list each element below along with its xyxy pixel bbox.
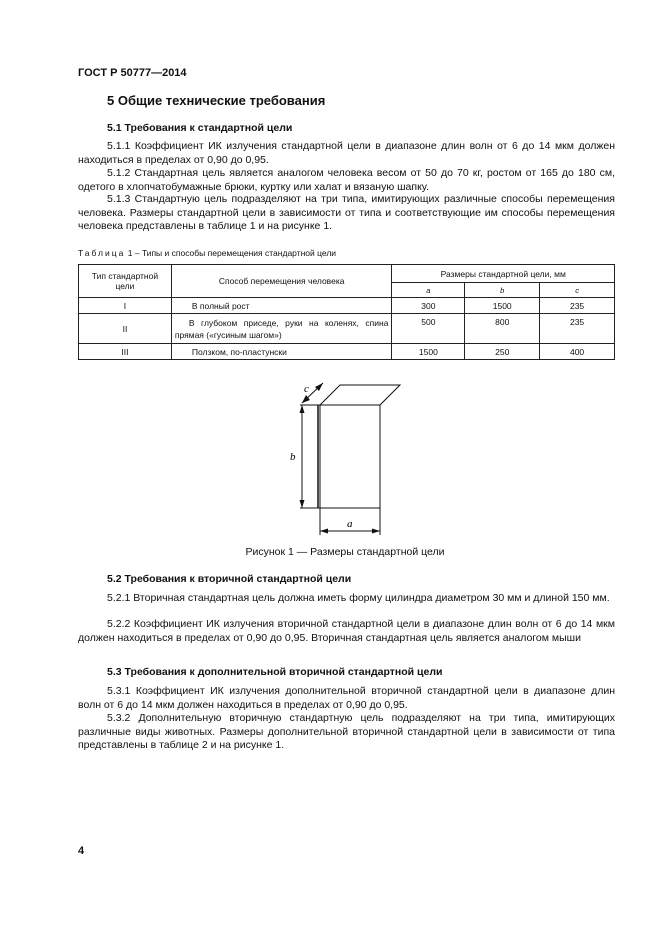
label-c: c <box>304 383 309 395</box>
cell-method: Ползком, по-пластунски <box>171 344 392 360</box>
cell-b: 800 <box>465 314 540 344</box>
cell-type: III <box>79 344 172 360</box>
paragraph-5-1-2: 5.1.2 Стандартная цель является аналогом человека весом от 50 до 70 кг, ростом от 165 до 180 см, одетого в хлопчатобумажные брюки, куртку или халат и вязаную шапку. <box>78 167 615 193</box>
paragraph-5-3-2: 5.3.2 Дополнительную вторичную стандартную цель подразделяют на три типа, имитирующих различные виды животных. Размеры дополнительной вторичной стандартной цели в зависимости от типа представлены в таблице 2 и на рисунке 1. <box>78 712 615 751</box>
target-front-face <box>320 405 380 508</box>
cell-c: 400 <box>540 344 615 360</box>
cell-type: II <box>79 314 172 344</box>
cell-method: В глубоком приседе, руки на коленях, спина прямая («гусиным шагом») <box>171 314 392 344</box>
cell-type: I <box>79 298 172 314</box>
cell-a: 300 <box>392 298 465 314</box>
arrow-a-left <box>320 529 328 534</box>
paragraph-5-2-1: 5.2.1 Вторичная стандартная цель должна иметь форму цилиндра диаметром 30 мм и длиной 150 мм. <box>107 592 610 604</box>
header-b: b <box>465 283 540 298</box>
target-top-face <box>320 385 400 405</box>
table-1 <box>78 264 615 360</box>
cell-a: 500 <box>392 314 465 344</box>
header-c: c <box>540 283 615 298</box>
table-row <box>79 314 615 344</box>
arrow-b-top <box>300 405 305 413</box>
header-type: Тип стандартной цели <box>79 265 172 298</box>
subsection-5-2-title: 5.2 Требования к вторичной стандартной цели <box>107 573 352 585</box>
cell-c: 235 <box>540 314 615 344</box>
paragraph-5-1-1: 5.1.1 Коэффициент ИК излучения стандартной цели в диапазоне длин волн от 6 до 14 мкм должен находиться в пределах от 0,90 до 0,95. <box>78 140 615 166</box>
cell-b: 250 <box>465 344 540 360</box>
page-number: 4 <box>78 845 85 857</box>
section-title: 5 Общие технические требования <box>107 93 326 108</box>
header-a: a <box>392 283 465 298</box>
table-row <box>79 298 615 314</box>
subsection-5-1-title: 5.1 Требования к стандартной цели <box>107 122 293 134</box>
subsection-5-3-title: 5.3 Требования к дополнительной вторичной стандартной цели <box>107 666 443 678</box>
table-row <box>79 344 615 360</box>
arrow-b-bottom <box>300 500 305 508</box>
cell-method: В полный рост <box>171 298 392 314</box>
document-code: ГОСТ Р 50777—2014 <box>78 67 187 79</box>
paragraph-5-2-2: 5.2.2 Коэффициент ИК излучения вторичной стандартной цели в диапазоне длин волн от 6 до 14 мкм должен находиться в пределах от 0,90 до 0,95. Вторичная стандартная цель является аналогом мыши <box>78 618 615 644</box>
cell-b: 1500 <box>465 298 540 314</box>
label-a: a <box>347 518 353 530</box>
cell-c: 235 <box>540 298 615 314</box>
paragraph-5-1-3: 5.1.3 Стандартную цель подразделяют на три типа, имитирующих различные способы перемещения человека. Размеры стандартной цели в зависимости от типа и соответствующие им способы перемещения человека представлены в таблице 1 и на рисунке 1. <box>78 193 615 232</box>
table-1-caption: Таблица 1 – Типы и способы перемещения стандартной цели <box>78 248 337 258</box>
header-dimensions: Размеры стандартной цели, мм <box>392 265 615 283</box>
paragraph-5-3-1: 5.3.1 Коэффициент ИК излучения дополнительной вторичной стандартной цели в диапазоне длин волн от 6 до 14 мкм должен находиться в пределах от 0,90 до 0,95. <box>78 685 615 711</box>
figure-1-caption: Рисунок 1 — Размеры стандартной цели <box>245 546 445 558</box>
cell-a: 1500 <box>392 344 465 360</box>
figure-1-drawing <box>280 375 405 540</box>
arrow-a-right <box>372 529 380 534</box>
label-b: b <box>290 451 296 463</box>
header-method: Способ перемещения человека <box>171 265 392 298</box>
